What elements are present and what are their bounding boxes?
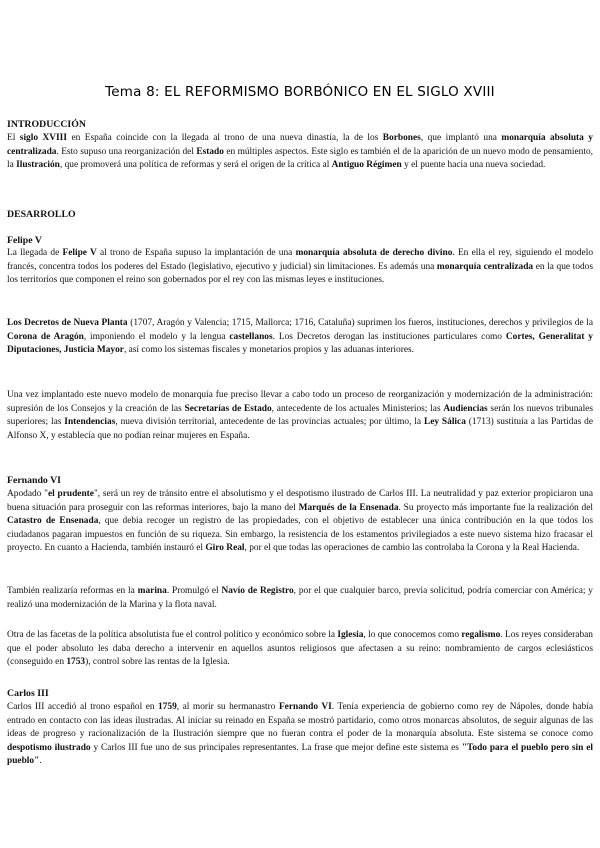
- bold-term: Intendencias: [64, 417, 116, 428]
- bold-term: monarquía absoluta y centralizada: [7, 133, 593, 157]
- bold-term: Secretarías de Estado: [184, 403, 272, 414]
- bold-term: castellanos: [229, 331, 273, 342]
- bold-term: Giro Real: [205, 543, 245, 554]
- bold-term: Ley Sálica: [423, 417, 466, 428]
- paragraph-felipe-2: Los Decretos de Nueva Planta (1707, Aragón y Valencia; 1715, Mallorca; 1716, Cataluña) suprimen los fueros, instituciones, derechos y privilegios de la Corona de Aragón, imponiendo el modelo y la lengua castellanos. Los Decretos derogan las instituciones particulares como Cortes, Generalitat y Diputaciones, Justicia Mayor, así como los sistemas fiscales y monetarios propios y las aduanas interiores.: [7, 318, 594, 356]
- paragraph-felipe-1: La llegada de Felipe V al trono de España supuso la implantación de una monarquía absoluta de derecho divino. En ella el rey, siguiendo el modelo francés, concentra todos los poderes del Estado (legislativo, ejecutivo y judicial) sin limitaciones. Es además una monarquía centralizada en la que todos los territorios que componen el reino son gobernados por el rey con las mismas leyes e instituciones.: [7, 248, 594, 286]
- bold-term: Los Decretos de Nueva Planta: [7, 318, 128, 328]
- bold-term: monarquía centralizada: [436, 261, 534, 272]
- bold-term: Felipe V: [62, 248, 97, 258]
- bold-term: Fernando VI: [278, 702, 332, 712]
- bold-term: siglo XVIII: [19, 133, 67, 143]
- paragraph-fernando-2: También realizaría reformas en la marina. Promulgó el Navío de Registro, por el que cualquier barco, previa solicitud, podría comerciar con América; y realizó una modernización de la Marina y la flota naval.: [7, 586, 593, 610]
- bold-term: Corona de Aragón: [7, 331, 84, 342]
- bold-term: 1753: [66, 657, 86, 668]
- bold-term: Marqués de la Ensenada: [298, 502, 399, 513]
- bold-term: despotismo ilustrado: [7, 742, 91, 753]
- bold-term: Estado: [196, 146, 224, 157]
- heading-desarrollo: DESARROLLO: [7, 209, 76, 220]
- bold-term: 1759: [158, 702, 177, 712]
- paragraph-carlos-1: Carlos III accedió al trono español en 1759, al morir su hermanastro Fernando VI. Tenía experiencia de gobierno como rey de Nápoles, donde había entrado en contacto con las ideas ilustradas. Al iniciar su reinado en España se mostró partidario, como otros monarcas absolutos, de seguir algunas de las ideas de progreso y racionalización de la Ilustración siempre que no fueran contra el poder de la monarquía absoluta. Este sistema se conoce como despotismo ilustrado y Carlos III fue uno de sus principales representantes. La frase que mejor define este sistema es "Todo para el pueblo pero sin el pueblo".: [7, 702, 593, 767]
- paragraph-introduccion: El siglo XVIII en España coincide con la llegada al trono de una nueva dinastía, la de los Borbones, que implantó una monarquía absoluta y centralizada. Esto supuso una reorganización del Estado en múltiples aspectos. Este siglo es también el de la aparición de un nuevo modo de pensamiento, la Ilustración, que promoverá una política de reformas y será el origen de la crítica al Antiguo Régimen y el puente hacia una nueva sociedad.: [7, 133, 593, 171]
- bold-term: regalismo: [461, 630, 501, 640]
- heading-fernando-vi: Fernando VI: [7, 475, 61, 486]
- bold-term: "Todo para el pueblo pero sin el pueblo": [7, 742, 593, 767]
- heading-introduccion: INTRODUCCIÓN: [7, 119, 86, 130]
- bold-term: Navío de Registro: [221, 586, 294, 596]
- bold-term: Antiguo Régimen: [331, 160, 402, 171]
- paragraph-fernando-3: Otra de las facetas de la política absolutista fue el control político y económico sobre la Iglesia, lo que conocemos como regalismo. Los reyes consideraban que el poder absoluto les daba derecho a intervenir en aquellos asuntos religiosos que afectasen a su reino: nombramiento de cargos eclesiásticos (conseguido en 1753), control sobre las rentas de la Iglesia.: [7, 630, 593, 668]
- bold-term: Catastro de Ensenada: [7, 516, 99, 527]
- bold-term: Cortes, Generalitat y Diputaciones, Justicia Mayor: [7, 331, 593, 356]
- bold-term: Audiencias: [443, 403, 488, 414]
- bold-term: Borbones: [382, 133, 421, 143]
- bold-term: Ilustración: [16, 160, 60, 171]
- heading-carlos-iii: Carlos III: [7, 688, 49, 699]
- paragraph-felipe-3: Una vez implantado este nuevo modelo de monarquía fue preciso llevar a cabo todo un proceso de reorganización y modernización de la administración: supresión de los Consejos y la creación de las Secretarías de Estado, antecedente de los actuales Ministerios; las Audiencias serán los nuevos tribunales superiores; las Intendencias, nueva división territorial, antecedente de las provincias actuales; por último, la Ley Sálica (1713) sustituía a las Partidas de Alfonso X, y establecía que no podían reinar mujeres en España.: [7, 390, 593, 441]
- bold-term: marina: [137, 586, 167, 596]
- document-title: Tema 8: EL REFORMISMO BORBÓNICO EN EL SIGLO XVIII: [105, 84, 495, 100]
- bold-term: monarquía absoluta de derecho divino: [295, 248, 453, 258]
- heading-felipe-v: Felipe V: [7, 235, 42, 246]
- paragraph-fernando-1: Apodado "el prudente", será un rey de tránsito entre el absolutismo y el despotismo ilustrado de Carlos III. La neutralidad y paz exterior propiciaron una buena situación para proseguir con las reformas interiores, bajo la mano del Marqués de la Ensenada. Su proyecto más importante fue la realización del Catastro de Ensenada, que debía recoger un registro de las propiedades, con el objetivo de establecer una única contribución en la que todos los ciudadanos pagaran impuestos en función de su riqueza. Sin embargo, la resistencia de los estamentos privilegiados a este nuevo sistema hizo fracasar el proyecto. En cuanto a Hacienda, también instauró el Giro Real, por el que todas las operaciones de cambio las controlaba la Corona y la Real Hacienda.: [7, 489, 593, 554]
- bold-term: Iglesia: [337, 630, 364, 640]
- bold-term: el prudente: [47, 489, 94, 499]
